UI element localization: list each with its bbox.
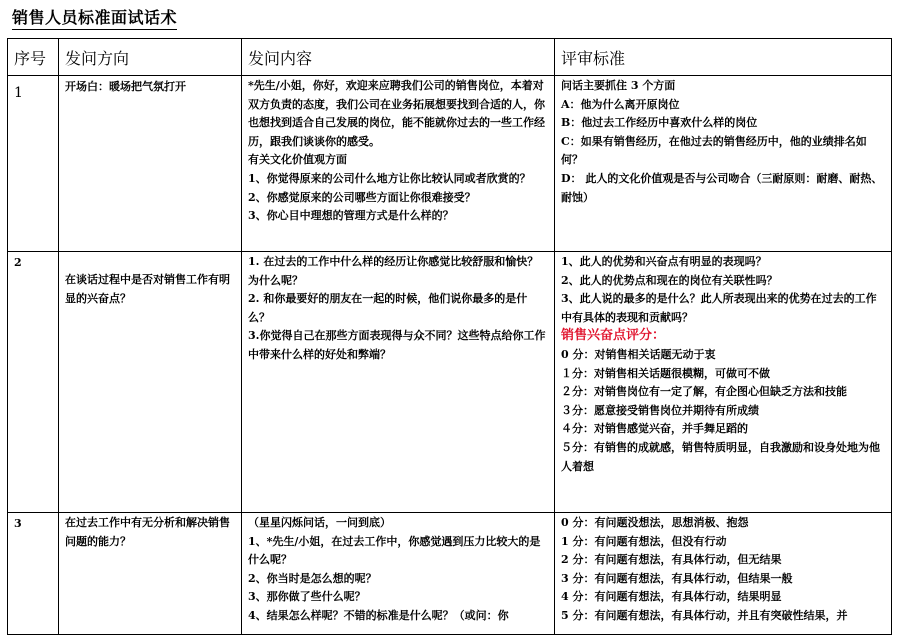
criteria-line: 4 分：有问题有想法，有具体行动，结果明显 [561, 590, 782, 604]
content-line: 2、你感觉原来的公司哪些方面让你很难接受？ [248, 190, 476, 204]
content-line: 3、那你做了些什么呢？ [248, 590, 366, 604]
row-number: 2 [8, 252, 59, 513]
question-content [242, 76, 555, 252]
criteria-line: 问话主要抓住 3 个方面 [561, 79, 676, 92]
row-number: 3 [8, 513, 59, 635]
interview-table [7, 38, 892, 635]
criteria-line: 3、此人说的最多的是什么？此人所表现出来的优势在过去的工作中有具体的表现和贡献吗？ [561, 292, 877, 324]
criteria-line: 0 分：有问题没想法，思想消极、抱怨 [561, 516, 749, 529]
score-line: ５分：有销售的成就感，销售特质明显，自我激励和设身处地为他人着想 [561, 440, 880, 473]
content-line: 2、你当时是怎么想的呢？ [248, 571, 377, 585]
evaluation-criteria [555, 513, 892, 635]
header-row [8, 39, 892, 76]
content-line: 2. 和你最要好的朋友在一起的时候，他们说你最多的是什么？ [248, 292, 528, 324]
table-row [8, 76, 892, 252]
evaluation-criteria [555, 252, 892, 513]
score-line: ４分：对销售感觉兴奋，并手舞足蹈的 [561, 422, 748, 436]
score-line: ２分：对销售岗位有一定了解，有企图心但缺乏方法和技能 [561, 385, 847, 399]
score-line: 0 分：对销售相关话题无动于衷 [561, 347, 716, 361]
criteria-line: 1 分：有问题有想法，但没有行动 [561, 534, 727, 548]
criteria-line: B：他过去工作经历中喜欢什么样的岗位 [561, 116, 758, 130]
header-no: 序号 [8, 39, 59, 76]
table-row [8, 252, 892, 513]
header-direction: 发问方向 [59, 39, 242, 76]
criteria-line: 3 分：有问题有想法，有具体行动，但结果一般 [561, 571, 793, 585]
header-content: 发问内容 [242, 39, 555, 76]
evaluation-criteria [555, 76, 892, 252]
page-title: 销售人员标准面试话术 [12, 8, 177, 30]
criteria-line: 2 分：有问题有想法，有具体行动，但无结果 [561, 553, 782, 567]
content-line: *先生/小姐，你好，欢迎来应聘我们公司的销售岗位，本着对双方负责的态度，我们公司在业务拓展想要找到合适的人，你也想找到适合自己发展的岗位，能不能就你过去的一些工作经历，跟我们谈谈你的感受。 [248, 79, 545, 148]
direction-text: 在过去工作中有无分析和解决销售问题的能力？ [65, 516, 230, 548]
content-line: 4、结果怎么样呢？不错的标准是什么呢？（或问：你 [248, 608, 509, 622]
question-direction [59, 252, 242, 513]
direction-text: 开场白：暖场把气氛打开 [65, 80, 186, 93]
criteria-line: C：如果有销售经历，在他过去的销售经历中，他的业绩排名如何？ [561, 134, 867, 167]
criteria-line: A：他为什么离开原岗位 [561, 97, 680, 111]
criteria-line: D： 此人的文化价值观是否与公司吻合（三耐原则：耐磨、耐热、耐蚀） [561, 171, 883, 204]
score-line: ３分：愿意接受销售岗位并期待有所成绩 [561, 403, 759, 417]
content-line: 有关文化价值观方面 [248, 153, 347, 167]
header-criteria: 评审标准 [555, 39, 892, 76]
content-line: 3.你觉得自己在那些方面表现得与众不同？这些特点给你工作中带来什么样的好处和弊端？ [248, 329, 546, 361]
criteria-line: 5 分：有问题有想法，有具体行动，并且有突破性结果，并 [561, 608, 848, 622]
score-line: １分：对销售相关话题很模糊，可做可不做 [561, 366, 770, 380]
content-line: 1、*先生/小姐，在过去工作中，你感觉遇到压力比较大的是什么呢？ [248, 534, 541, 567]
question-direction [59, 513, 242, 635]
content-line: 3、你心目中理想的管理方式是什么样的？ [248, 209, 454, 223]
question-content [242, 513, 555, 635]
content-line: 1. 在过去的工作中什么样的经历让你感觉比较舒服和愉快？为什么呢？ [248, 255, 539, 287]
criteria-line: 1、此人的优势和兴奋点有明显的表现吗？ [561, 255, 767, 268]
content-line: （星星闪烁问话，一问到底） [248, 516, 391, 529]
question-direction [59, 76, 242, 252]
content-line: 1、你觉得原来的公司什么地方让你比较认同或者欣赏的？ [248, 171, 531, 185]
table-row [8, 513, 892, 635]
direction-text: 在谈话过程中是否对销售工作有明显的兴奋点？ [65, 273, 230, 305]
question-content [242, 252, 555, 513]
row-number: 1 [8, 76, 59, 252]
criteria-line: 2、此人的优势点和现在的岗位有关联性吗？ [561, 273, 778, 287]
score-title: 销售兴奋点评分： [561, 328, 666, 344]
